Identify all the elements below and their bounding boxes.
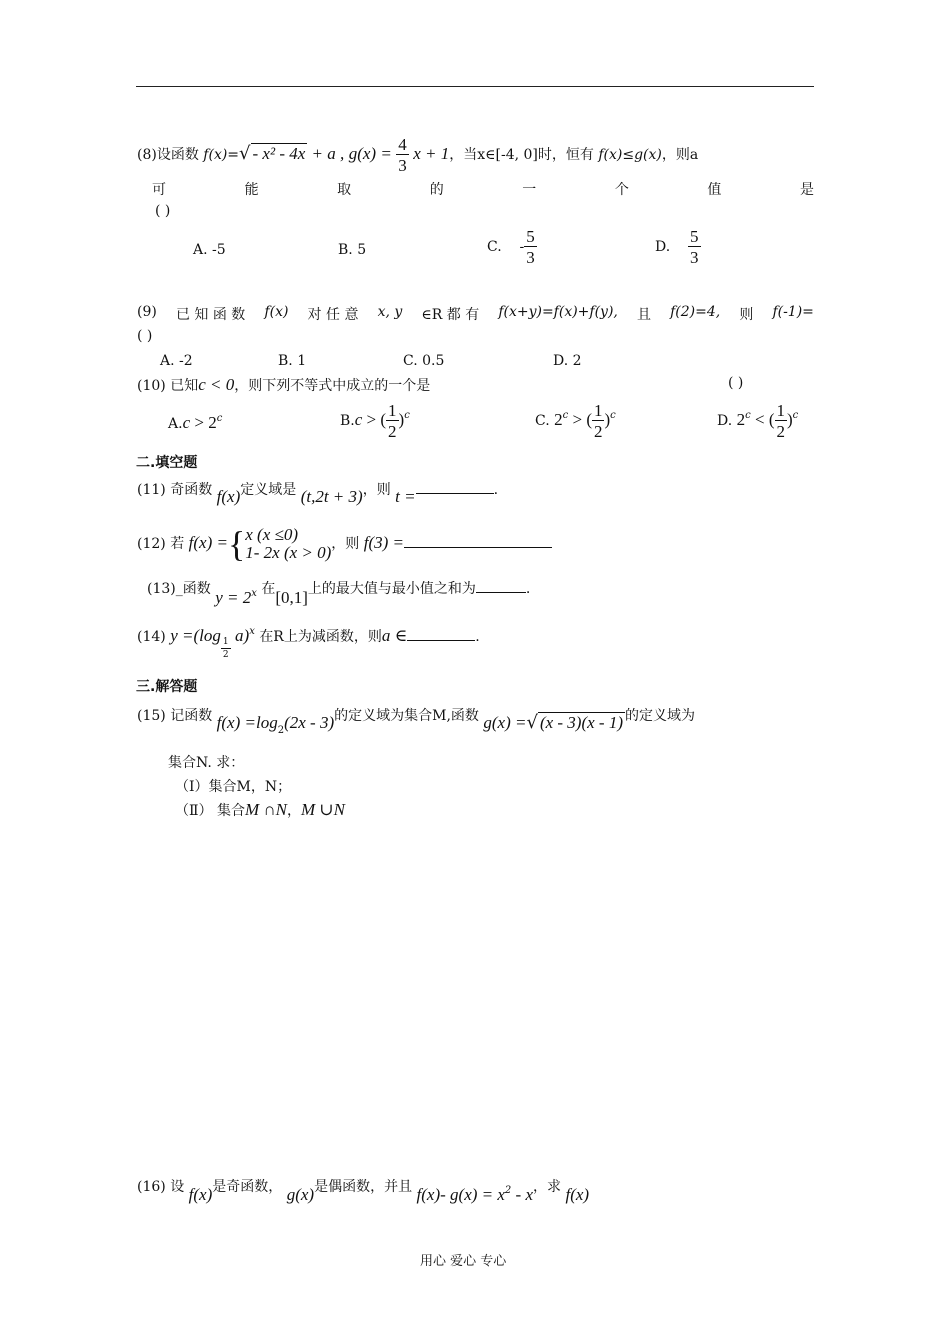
q8-line2: 可 能 取 的 一 个 值 是	[152, 182, 814, 198]
q15-line1: (15) 记函数 $f(x) =\log_2(2x - 3)$的定义域为集合M,函数 g(x) =√ (x - 3)(x - 1) 的定义域为	[137, 708, 695, 736]
q9-option-c: C. 0.5	[403, 353, 445, 369]
q10-option-b: B.c > ( $\frac{1}{2}$ )$^c$	[340, 401, 410, 441]
q15-part2: （Ⅱ） 集合M ∩N，M ∪N	[175, 800, 345, 819]
q15-line2: 集合N. 求：	[168, 755, 245, 771]
q14-line: (14) y =(log $\frac{1}{2}$ a)$^x$ 在R上为减函数，则a ∈ .	[137, 626, 480, 660]
q9-option-a: A. -2	[160, 353, 193, 369]
q8-option-a: A. -5	[193, 242, 226, 258]
q9-option-d: D. 2	[553, 353, 582, 369]
q11-answer-blank[interactable]	[416, 481, 494, 494]
q10-answer-paren: ( )	[728, 375, 744, 391]
q14-answer-blank[interactable]	[407, 628, 475, 641]
q10-option-a: $A.c > 2^c$	[168, 413, 223, 432]
q11-line: (11) 奇函数 f(x)定义域是 (t,2t + 3)，则 t = .	[137, 482, 499, 506]
q8-line1: (8)设函数 f(x)=√ - x² - 4x + a , g(x) = $\frac{4}{3}$ x + 1，当x∈[-4, 0]时，恒有 f(x)≤g(x)，则a	[137, 135, 699, 175]
q16-line: (16) 设 f(x)是奇函数， g(x)是偶函数，并且 f(x)- $g(x) = x^2 - x$，求 f(x)	[137, 1179, 590, 1204]
q8-option-c: C. - $\frac{5}{3}$	[487, 227, 535, 267]
page-footer: 用心 爱心 专心	[420, 1254, 507, 1269]
q9-answer-paren: ( )	[137, 328, 153, 344]
q13-answer-blank[interactable]	[476, 580, 526, 593]
section-solve-heading: 三.解答题	[136, 679, 198, 695]
section-fill-in-heading: 二.填空题	[136, 455, 198, 471]
q9-line1: (9) 已 知 函 数 f(x) 对 任 意 x, y ∈R 都 有 f(x+y)=f(x)+f(y), 且 f(2)=4, 则 f(-1)=	[137, 304, 814, 323]
q10-line1: (10) 已知c < 0，则下列不等式中成立的一个是	[137, 375, 431, 394]
q12-answer-blank[interactable]	[404, 535, 552, 548]
q10-option-c: C. $2^c$ > ( $\frac{1}{2}$ )$^c$	[535, 401, 616, 441]
q8-answer-paren: ( )	[155, 203, 171, 219]
q8-option-d: D. $\frac{5}{3}$	[655, 227, 699, 267]
q15-part1: （Ⅰ）集合M，N；	[175, 779, 292, 795]
q10-option-d: D. $2^c$ < ( $\frac{1}{2}$ )$^c$	[717, 401, 799, 441]
q8-option-b: B. 5	[338, 242, 367, 258]
q13-line: (13)_函数 $y = 2_x$ 在[0,1]上的最大值与最小值之和为 .	[147, 581, 531, 607]
q9-option-b: B. 1	[278, 353, 307, 369]
q12-line: (12) 若 f(x) ={ x (x ≤0) 1- 2x (x > 0) ，则 f(3) =	[137, 526, 552, 562]
header-rule	[136, 86, 814, 87]
